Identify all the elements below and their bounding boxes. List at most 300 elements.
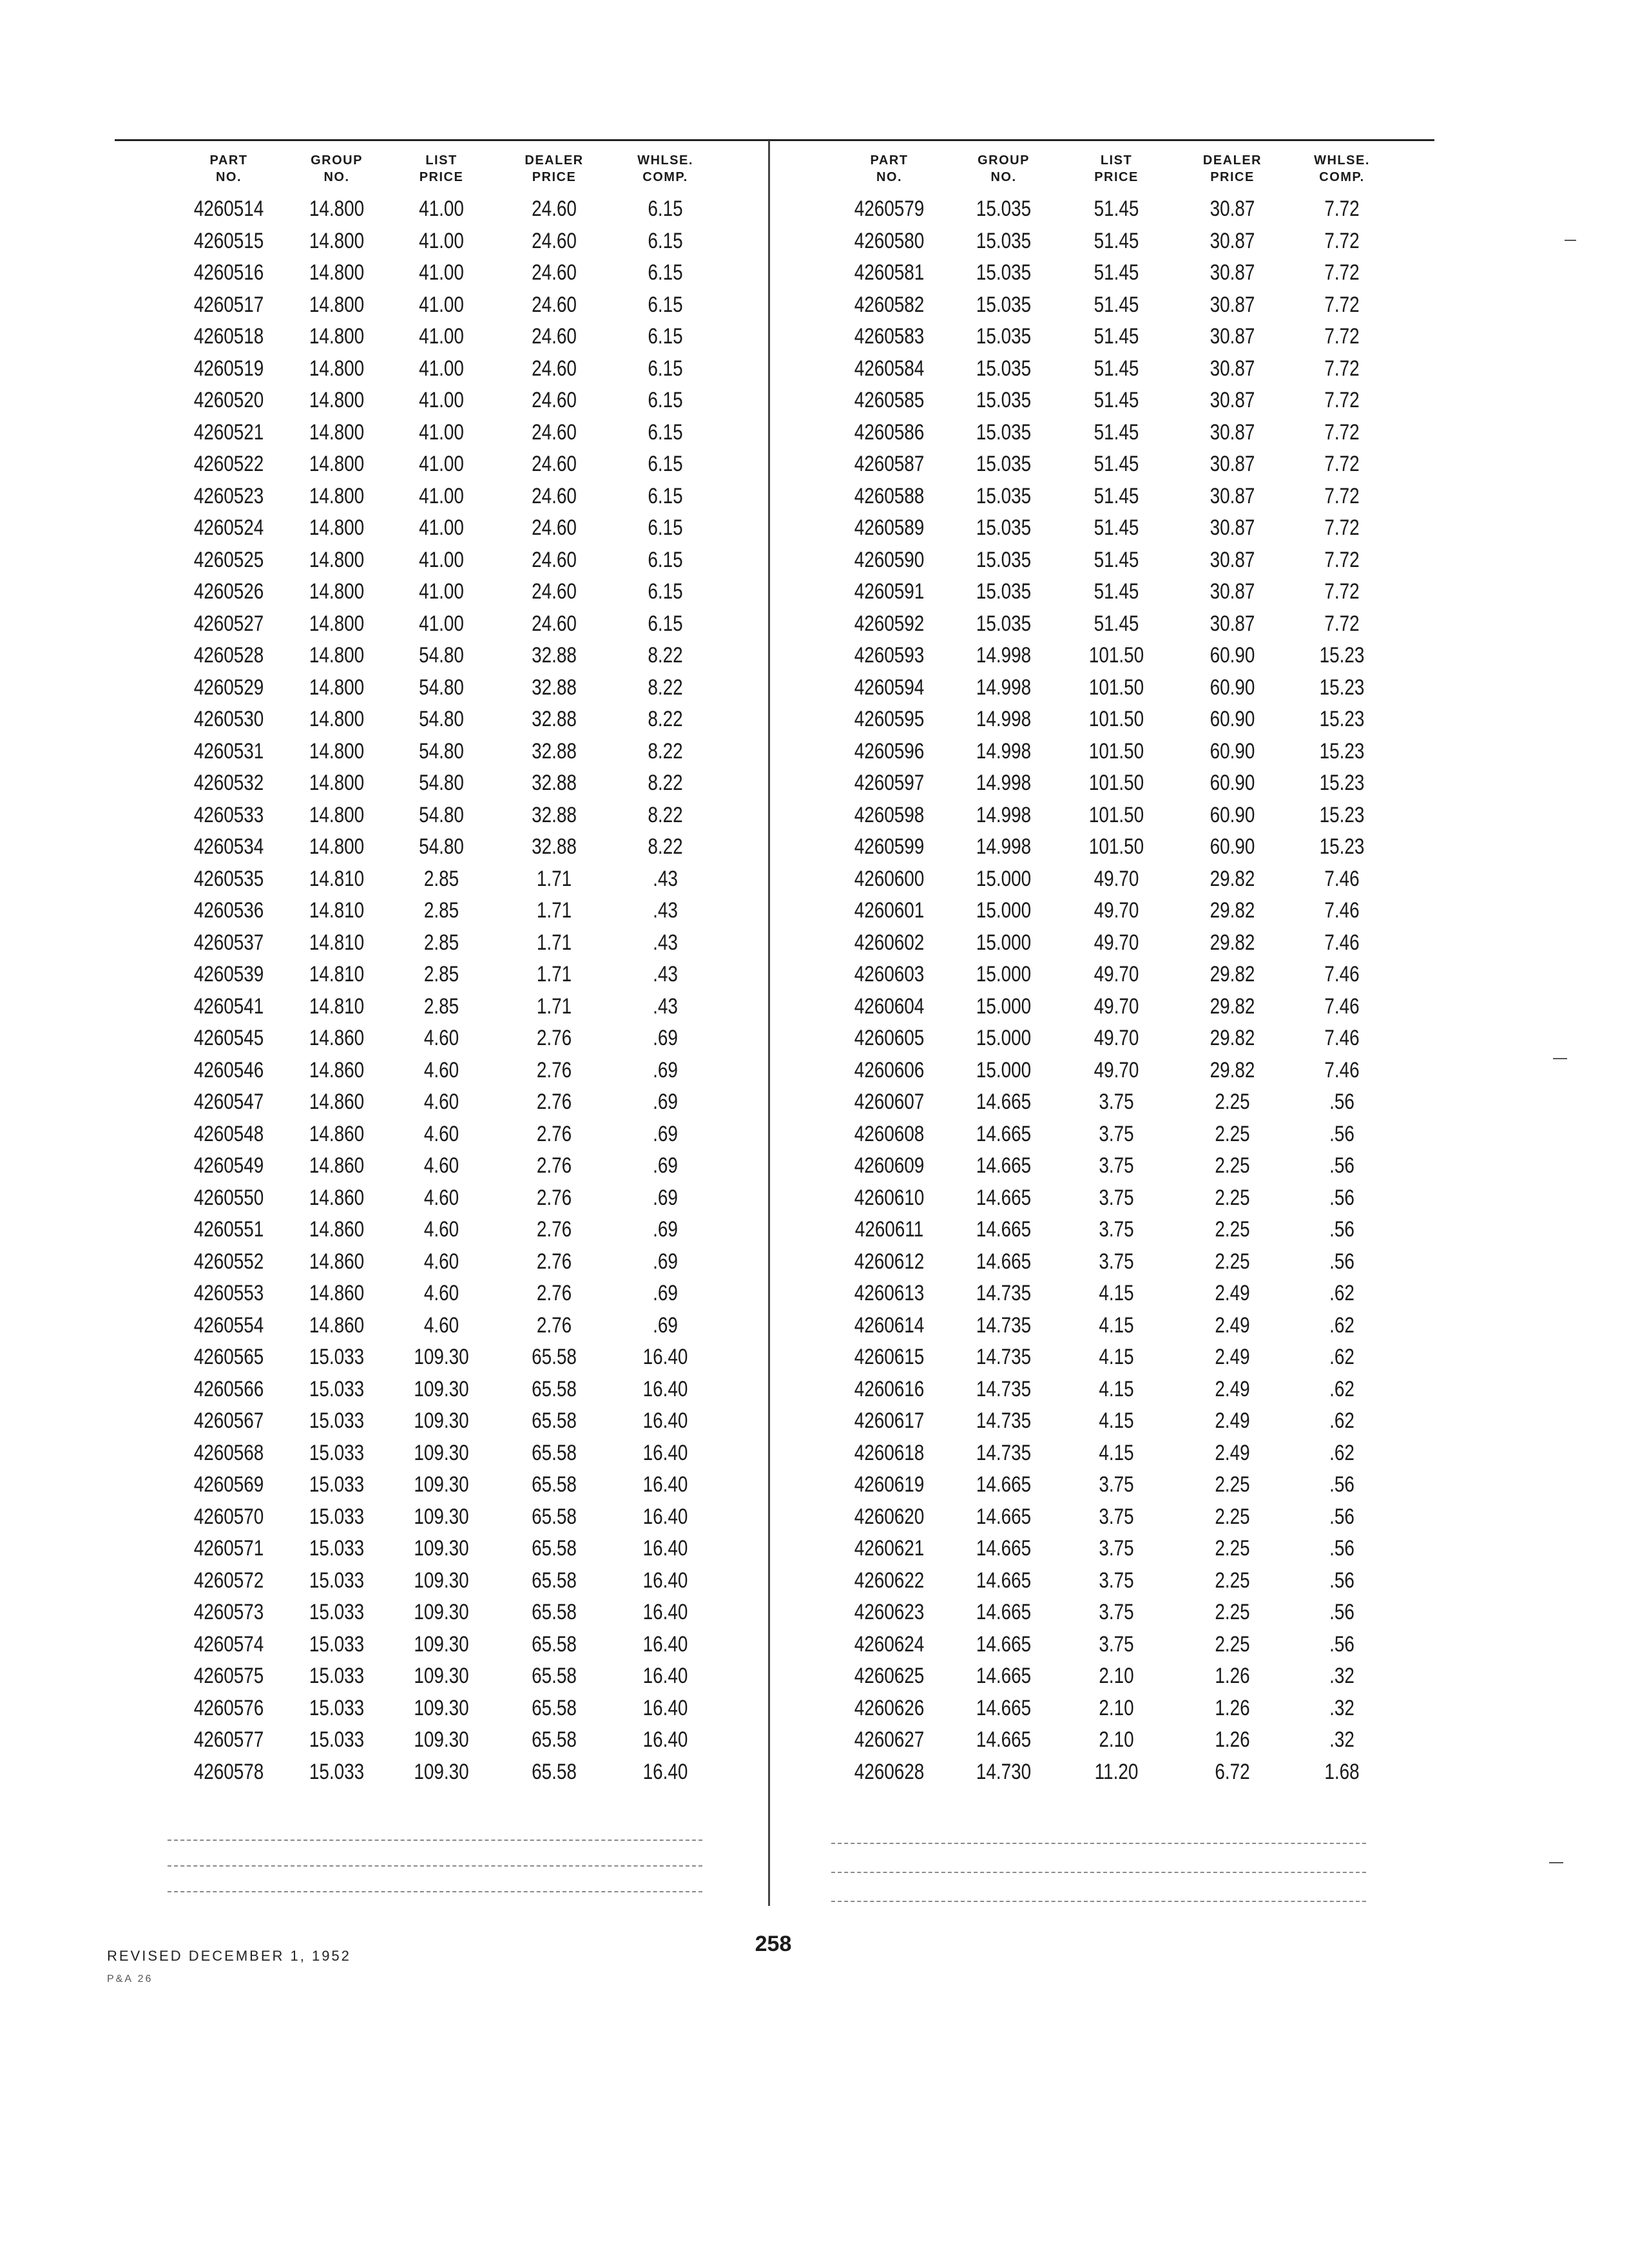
dealer-cell: 2.76 (536, 1090, 572, 1115)
group-cell: 14.665 (976, 1185, 1032, 1210)
table-row (828, 1565, 1395, 1597)
part-cell: 4260595 (854, 707, 925, 732)
list-cell: 4.60 (423, 1121, 459, 1146)
group-cell: 15.033 (309, 1376, 365, 1401)
part-cell: 4260518 (193, 324, 264, 349)
dealer-cell: 32.88 (532, 802, 577, 827)
whlse-cell: .69 (653, 1026, 678, 1051)
table-row (828, 1055, 1395, 1087)
dealer-cell: 2.25 (1215, 1536, 1250, 1561)
part-cell: 4260545 (193, 1026, 264, 1051)
group-cell: 15.033 (309, 1345, 365, 1370)
part-cell: 4260572 (193, 1568, 264, 1593)
dealer-cell: 24.60 (532, 419, 577, 445)
whlse-cell: 7.72 (1324, 324, 1360, 349)
part-cell: 4260596 (854, 738, 925, 764)
table-row (168, 831, 722, 863)
group-cell: 14.665 (976, 1664, 1032, 1689)
header-part-no: PART NO. (209, 153, 248, 184)
table-row (828, 1023, 1395, 1055)
header-whlse-comp: WHLSE. COMP. (1314, 153, 1370, 184)
footer-revision-note (107, 1945, 351, 1991)
table-row (828, 417, 1395, 449)
part-cell: 4260547 (193, 1090, 264, 1115)
whlse-cell: 7.72 (1324, 388, 1360, 413)
group-cell: 15.033 (309, 1695, 365, 1720)
dealer-cell: 6.72 (1215, 1759, 1250, 1784)
list-cell: 51.45 (1094, 228, 1139, 253)
blank-line (831, 1843, 1366, 1844)
dealer-cell: 1.71 (536, 930, 572, 955)
dealer-cell: 32.88 (532, 771, 577, 796)
group-cell: 15.033 (309, 1727, 365, 1753)
dealer-cell: 2.25 (1215, 1121, 1250, 1146)
table-row (828, 959, 1395, 991)
dealer-cell: 32.88 (532, 834, 577, 860)
group-cell: 15.033 (309, 1600, 365, 1625)
part-cell: 4260579 (854, 197, 925, 222)
group-cell: 15.033 (309, 1408, 365, 1434)
dealer-cell: 65.58 (532, 1504, 577, 1529)
part-cell: 4260567 (193, 1408, 264, 1434)
group-cell: 15.035 (976, 547, 1032, 572)
list-cell: 2.85 (423, 930, 459, 955)
right-table-body (828, 193, 1395, 1788)
table-row (168, 1023, 722, 1055)
group-cell: 14.800 (309, 515, 365, 541)
dealer-cell: 29.82 (1210, 962, 1255, 987)
list-cell: 54.80 (419, 738, 464, 764)
dealer-cell: 2.76 (536, 1121, 572, 1146)
list-cell: 109.30 (414, 1504, 469, 1529)
group-cell: 14.810 (309, 962, 365, 987)
dealer-cell: 24.60 (532, 356, 577, 381)
group-cell: 14.800 (309, 579, 365, 604)
dealer-cell: 65.58 (532, 1376, 577, 1401)
list-cell: 109.30 (414, 1376, 469, 1401)
group-cell: 14.800 (309, 547, 365, 572)
whlse-cell: 16.40 (642, 1376, 688, 1401)
part-cell: 4260619 (854, 1472, 925, 1497)
part-cell: 4260606 (854, 1057, 925, 1082)
whlse-cell: 7.72 (1324, 356, 1360, 381)
list-cell: 54.80 (419, 675, 464, 700)
part-cell: 4260623 (854, 1600, 925, 1625)
dealer-cell: 65.58 (532, 1536, 577, 1561)
dealer-cell: 2.49 (1215, 1281, 1250, 1306)
group-cell: 14.998 (976, 675, 1032, 700)
group-cell: 14.800 (309, 738, 365, 764)
dealer-cell: 1.71 (536, 962, 572, 987)
margin-mark (1565, 240, 1576, 241)
group-cell: 15.035 (976, 197, 1032, 222)
table-row (828, 1150, 1395, 1182)
dealer-cell: 60.90 (1210, 771, 1255, 796)
whlse-cell: 16.40 (642, 1631, 688, 1657)
table-row (828, 1660, 1395, 1693)
list-cell: 51.45 (1094, 260, 1139, 285)
dealer-cell: 24.60 (532, 260, 577, 285)
left-table-body (168, 193, 722, 1788)
whlse-cell: 15.23 (1319, 834, 1365, 860)
margin-mark (1553, 1058, 1567, 1059)
list-cell: 4.15 (1099, 1312, 1134, 1338)
table-row (828, 1278, 1395, 1310)
group-cell: 14.810 (309, 994, 365, 1019)
group-cell: 15.035 (976, 356, 1032, 381)
header-dealer-price: DEALER PRICE (1202, 153, 1262, 184)
table-row (168, 991, 722, 1023)
table-row (828, 1533, 1395, 1565)
whlse-cell: 15.23 (1319, 802, 1365, 827)
whlse-cell: 7.46 (1324, 866, 1360, 891)
part-cell: 4260626 (854, 1695, 925, 1720)
table-row (168, 289, 722, 322)
part-cell: 4260621 (854, 1536, 925, 1561)
group-cell: 14.800 (309, 611, 365, 636)
part-cell: 4260628 (854, 1759, 925, 1784)
whlse-cell: 8.22 (648, 802, 683, 827)
document-code: P&A 26 (107, 1974, 153, 1984)
list-cell: 2.10 (1099, 1695, 1134, 1720)
table-row (828, 353, 1395, 385)
table-row (168, 1756, 722, 1789)
dealer-cell: 65.58 (532, 1345, 577, 1370)
table-row (828, 321, 1395, 353)
whlse-cell: .43 (653, 994, 678, 1019)
group-cell: 15.035 (976, 228, 1032, 253)
part-cell: 4260527 (193, 611, 264, 636)
blank-line (168, 1891, 702, 1892)
table-row (828, 1597, 1395, 1629)
table-row (168, 321, 722, 353)
group-cell: 14.735 (976, 1312, 1032, 1338)
list-cell: 109.30 (414, 1440, 469, 1465)
group-cell: 14.860 (309, 1026, 365, 1051)
group-cell: 15.033 (309, 1631, 365, 1657)
whlse-cell: .43 (653, 866, 678, 891)
list-cell: 51.45 (1094, 419, 1139, 445)
table-row (828, 640, 1395, 672)
whlse-cell: .62 (1329, 1312, 1354, 1338)
whlse-cell: 16.40 (642, 1536, 688, 1561)
whlse-cell: 6.15 (648, 452, 683, 477)
dealer-cell: 60.90 (1210, 834, 1255, 860)
part-cell: 4260598 (854, 802, 925, 827)
list-cell: 4.60 (423, 1153, 459, 1178)
group-cell: 14.665 (976, 1153, 1032, 1178)
list-cell: 41.00 (419, 419, 464, 445)
group-cell: 14.800 (309, 228, 365, 253)
list-cell: 4.15 (1099, 1440, 1134, 1465)
dealer-cell: 29.82 (1210, 994, 1255, 1019)
list-cell: 4.15 (1099, 1408, 1134, 1434)
list-cell: 109.30 (414, 1568, 469, 1593)
table-row (168, 1405, 722, 1437)
part-cell: 4260614 (854, 1312, 925, 1338)
whlse-cell: .56 (1329, 1631, 1354, 1657)
list-cell: 3.75 (1099, 1153, 1134, 1178)
whlse-cell: 6.15 (648, 228, 683, 253)
part-cell: 4260613 (854, 1281, 925, 1306)
table-row (828, 1182, 1395, 1215)
dealer-cell: 29.82 (1210, 866, 1255, 891)
whlse-cell: 8.22 (648, 738, 683, 764)
list-cell: 101.50 (1088, 738, 1144, 764)
group-cell: 15.033 (309, 1759, 365, 1784)
group-cell: 14.800 (309, 643, 365, 668)
part-cell: 4260516 (193, 260, 264, 285)
list-cell: 41.00 (419, 547, 464, 572)
whlse-cell: 7.72 (1324, 547, 1360, 572)
list-cell: 11.20 (1094, 1759, 1139, 1784)
list-cell: 109.30 (414, 1345, 469, 1370)
part-cell: 4260610 (854, 1185, 925, 1210)
table-row (828, 385, 1395, 417)
table-row (828, 1246, 1395, 1278)
part-cell: 4260601 (854, 898, 925, 923)
whlse-cell: 8.22 (648, 771, 683, 796)
dealer-cell: 2.49 (1215, 1376, 1250, 1401)
whlse-cell: 6.15 (648, 515, 683, 541)
part-cell: 4260514 (193, 197, 264, 222)
list-cell: 4.60 (423, 1217, 459, 1242)
dealer-cell: 24.60 (532, 515, 577, 541)
list-cell: 4.60 (423, 1249, 459, 1274)
dealer-cell: 2.49 (1215, 1345, 1250, 1370)
table-row (828, 1310, 1395, 1342)
whlse-cell: 7.72 (1324, 611, 1360, 636)
group-cell: 14.665 (976, 1631, 1032, 1657)
list-cell: 49.70 (1094, 1057, 1139, 1082)
dealer-cell: 65.58 (532, 1568, 577, 1593)
group-cell: 15.033 (309, 1440, 365, 1465)
table-row (168, 353, 722, 385)
whlse-cell: 7.46 (1324, 962, 1360, 987)
list-cell: 101.50 (1088, 834, 1144, 860)
list-cell: 3.75 (1099, 1185, 1134, 1210)
group-cell: 15.035 (976, 452, 1032, 477)
group-cell: 14.810 (309, 930, 365, 955)
group-cell: 14.665 (976, 1568, 1032, 1593)
list-cell: 101.50 (1088, 707, 1144, 732)
table-row (828, 1693, 1395, 1725)
whlse-cell: .69 (653, 1057, 678, 1082)
list-cell: 51.45 (1094, 452, 1139, 477)
part-cell: 4260541 (193, 994, 264, 1019)
whlse-cell: 8.22 (648, 707, 683, 732)
group-cell: 15.035 (976, 579, 1032, 604)
whlse-cell: .32 (1329, 1695, 1354, 1720)
list-cell: 2.10 (1099, 1664, 1134, 1689)
dealer-cell: 2.25 (1215, 1631, 1250, 1657)
part-cell: 4260591 (854, 579, 925, 604)
dealer-cell: 30.87 (1210, 292, 1255, 317)
whlse-cell: 8.22 (648, 643, 683, 668)
part-cell: 4260585 (854, 388, 925, 413)
table-row (828, 512, 1395, 544)
whlse-cell: 7.72 (1324, 197, 1360, 222)
dealer-cell: 24.60 (532, 197, 577, 222)
whlse-cell: .62 (1329, 1376, 1354, 1401)
whlse-cell: .56 (1329, 1090, 1354, 1115)
right-table-header (828, 152, 1395, 193)
part-cell: 4260605 (854, 1026, 925, 1051)
part-cell: 4260594 (854, 675, 925, 700)
whlse-cell: 16.40 (642, 1345, 688, 1370)
part-cell: 4260524 (193, 515, 264, 541)
group-cell: 14.860 (309, 1185, 365, 1210)
table-row (828, 704, 1395, 736)
whlse-cell: .43 (653, 898, 678, 923)
group-cell: 14.665 (976, 1121, 1032, 1146)
table-row (828, 1405, 1395, 1437)
group-cell: 14.860 (309, 1312, 365, 1338)
table-row (168, 1310, 722, 1342)
dealer-cell: 65.58 (532, 1664, 577, 1689)
whlse-cell: 7.46 (1324, 1057, 1360, 1082)
header-group-no: GROUP NO. (311, 153, 363, 184)
group-cell: 15.035 (976, 483, 1032, 508)
list-cell: 54.80 (419, 771, 464, 796)
list-cell: 4.15 (1099, 1376, 1134, 1401)
part-cell: 4260535 (193, 866, 264, 891)
part-cell: 4260566 (193, 1376, 264, 1401)
table-row (168, 1374, 722, 1406)
table-row (168, 1597, 722, 1629)
part-cell: 4260536 (193, 898, 264, 923)
table-row (168, 257, 722, 289)
group-cell: 14.800 (309, 834, 365, 860)
part-cell: 4260520 (193, 388, 264, 413)
part-cell: 4260571 (193, 1536, 264, 1561)
part-cell: 4260607 (854, 1090, 925, 1115)
page-number: 258 (755, 1932, 792, 1956)
top-rule (115, 139, 1434, 141)
table-row (828, 448, 1395, 481)
part-cell: 4260615 (854, 1345, 925, 1370)
revised-date: REVISED DECEMBER 1, 1952 (107, 1948, 351, 1964)
list-cell: 4.60 (423, 1185, 459, 1210)
part-cell: 4260625 (854, 1664, 925, 1689)
group-cell: 14.665 (976, 1536, 1032, 1561)
list-cell: 4.60 (423, 1312, 459, 1338)
part-cell: 4260521 (193, 419, 264, 445)
whlse-cell: .56 (1329, 1472, 1354, 1497)
table-row (828, 1341, 1395, 1374)
dealer-cell: 32.88 (532, 643, 577, 668)
dealer-cell: 2.76 (536, 1217, 572, 1242)
table-row (168, 927, 722, 959)
whlse-cell: 8.22 (648, 675, 683, 700)
dealer-cell: 30.87 (1210, 483, 1255, 508)
whlse-cell: .69 (653, 1121, 678, 1146)
table-row (828, 1469, 1395, 1501)
whlse-cell: 6.15 (648, 579, 683, 604)
dealer-cell: 1.26 (1215, 1727, 1250, 1753)
dealer-cell: 2.49 (1215, 1312, 1250, 1338)
dealer-cell: 60.90 (1210, 738, 1255, 764)
whlse-cell: 16.40 (642, 1600, 688, 1625)
group-cell: 14.800 (309, 292, 365, 317)
part-cell: 4260531 (193, 738, 264, 764)
list-cell: 41.00 (419, 324, 464, 349)
part-cell: 4260569 (193, 1472, 264, 1497)
table-row (828, 1214, 1395, 1246)
list-cell: 109.30 (414, 1695, 469, 1720)
part-cell: 4260580 (854, 228, 925, 253)
group-cell: 14.665 (976, 1249, 1032, 1274)
group-cell: 14.665 (976, 1472, 1032, 1497)
table-row (168, 512, 722, 544)
list-cell: 109.30 (414, 1472, 469, 1497)
list-cell: 41.00 (419, 452, 464, 477)
whlse-cell: .56 (1329, 1504, 1354, 1529)
dealer-cell: 2.49 (1215, 1440, 1250, 1465)
whlse-cell: 7.72 (1324, 515, 1360, 541)
dealer-cell: 2.76 (536, 1153, 572, 1178)
list-cell: 54.80 (419, 834, 464, 860)
dealer-cell: 32.88 (532, 707, 577, 732)
table-row (168, 448, 722, 481)
list-cell: 51.45 (1094, 324, 1139, 349)
group-cell: 14.800 (309, 197, 365, 222)
dealer-cell: 2.25 (1215, 1568, 1250, 1593)
part-cell: 4260529 (193, 675, 264, 700)
table-row (168, 1086, 722, 1119)
part-cell: 4260532 (193, 771, 264, 796)
header-dealer-price: DEALER PRICE (525, 153, 584, 184)
part-cell: 4260552 (193, 1249, 264, 1274)
group-cell: 14.998 (976, 738, 1032, 764)
group-cell: 14.998 (976, 643, 1032, 668)
list-cell: 4.60 (423, 1281, 459, 1306)
list-cell: 51.45 (1094, 483, 1139, 508)
list-cell: 4.60 (423, 1057, 459, 1082)
group-cell: 14.998 (976, 834, 1032, 860)
group-cell: 15.000 (976, 1026, 1032, 1051)
dealer-cell: 2.76 (536, 1026, 572, 1051)
dealer-cell: 65.58 (532, 1408, 577, 1434)
whlse-cell: 7.72 (1324, 228, 1360, 253)
part-cell: 4260609 (854, 1153, 925, 1178)
dealer-cell: 65.58 (532, 1631, 577, 1657)
whlse-cell: 7.72 (1324, 419, 1360, 445)
table-row (168, 672, 722, 704)
table-row (168, 1214, 722, 1246)
part-cell: 4260584 (854, 356, 925, 381)
part-cell: 4260582 (854, 292, 925, 317)
table-row (168, 193, 722, 226)
dealer-cell: 30.87 (1210, 547, 1255, 572)
group-cell: 14.860 (309, 1057, 365, 1082)
list-cell: 109.30 (414, 1600, 469, 1625)
whlse-cell: .69 (653, 1249, 678, 1274)
whlse-cell: .43 (653, 930, 678, 955)
left-table-header (168, 152, 722, 193)
list-cell: 54.80 (419, 707, 464, 732)
part-cell: 4260574 (193, 1631, 264, 1657)
group-cell: 14.665 (976, 1090, 1032, 1115)
list-cell: 3.75 (1099, 1217, 1134, 1242)
group-cell: 14.665 (976, 1600, 1032, 1625)
whlse-cell: 16.40 (642, 1727, 688, 1753)
group-cell: 14.800 (309, 388, 365, 413)
dealer-cell: 24.60 (532, 547, 577, 572)
dealer-cell: 1.71 (536, 994, 572, 1019)
dealer-cell: 24.60 (532, 611, 577, 636)
list-cell: 41.00 (419, 483, 464, 508)
